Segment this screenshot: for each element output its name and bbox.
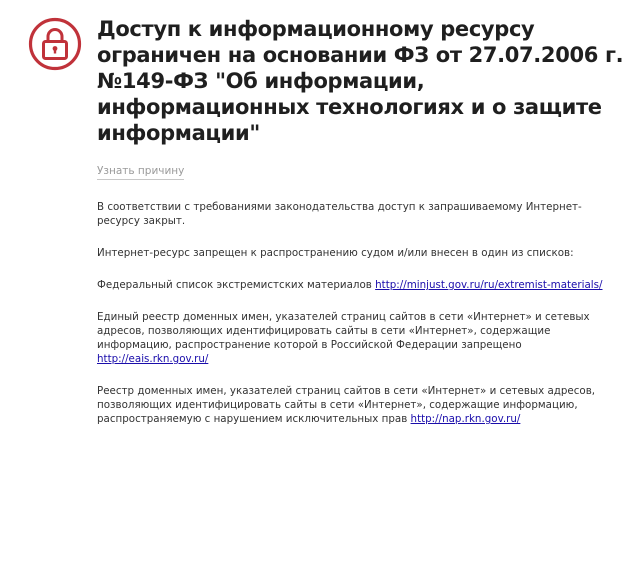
- registry-item-eais: [97, 310, 617, 366]
- lists-intro-paragraph: Интернет-ресурс запрещен к распространению судом и/или внесен в один из списков:: [97, 247, 574, 259]
- intro-paragraph: В соответствии с требованиями законодательства доступ к запрашиваемому Интернет-ресурсу закрыт.: [97, 201, 582, 227]
- page-title: Доступ к информационному ресурсу ограничен на основании ФЗ от 27.07.2006 г. №149-ФЗ "Об информации, информационных технологиях и о защите информации": [97, 17, 624, 145]
- registry-text: Федеральный список экстремистских материалов: [97, 279, 372, 291]
- block-notice-body: [97, 200, 617, 444]
- registry-link-nap[interactable]: http://nap.rkn.gov.ru/: [410, 413, 521, 425]
- registry-text: Единый реестр доменных имен, указателей страниц сайтов в сети «Интернет» и сетевых адресов, позволяющих идентифицировать сайты в сети «Интернет», содержащие информацию, распространение которой в Российской Федерации запрещено: [97, 311, 590, 351]
- registry-link-eais[interactable]: http://eais.rkn.gov.ru/: [97, 353, 209, 365]
- registry-item-extremist: [97, 278, 617, 292]
- registry-link-minjust[interactable]: http://minjust.gov.ru/ru/extremist-materials/: [375, 279, 603, 291]
- learn-reason-link[interactable]: Узнать причину: [97, 164, 184, 180]
- registry-item-nap: [97, 384, 617, 426]
- registry-text: Реестр доменных имен, указателей страниц сайтов в сети «Интернет» и сетевых адресов, позволяющих идентифицировать сайты в сети «Интернет», содержащие информацию, распространяемую с нарушением исключительных прав: [97, 385, 596, 425]
- lock-icon: [28, 17, 82, 71]
